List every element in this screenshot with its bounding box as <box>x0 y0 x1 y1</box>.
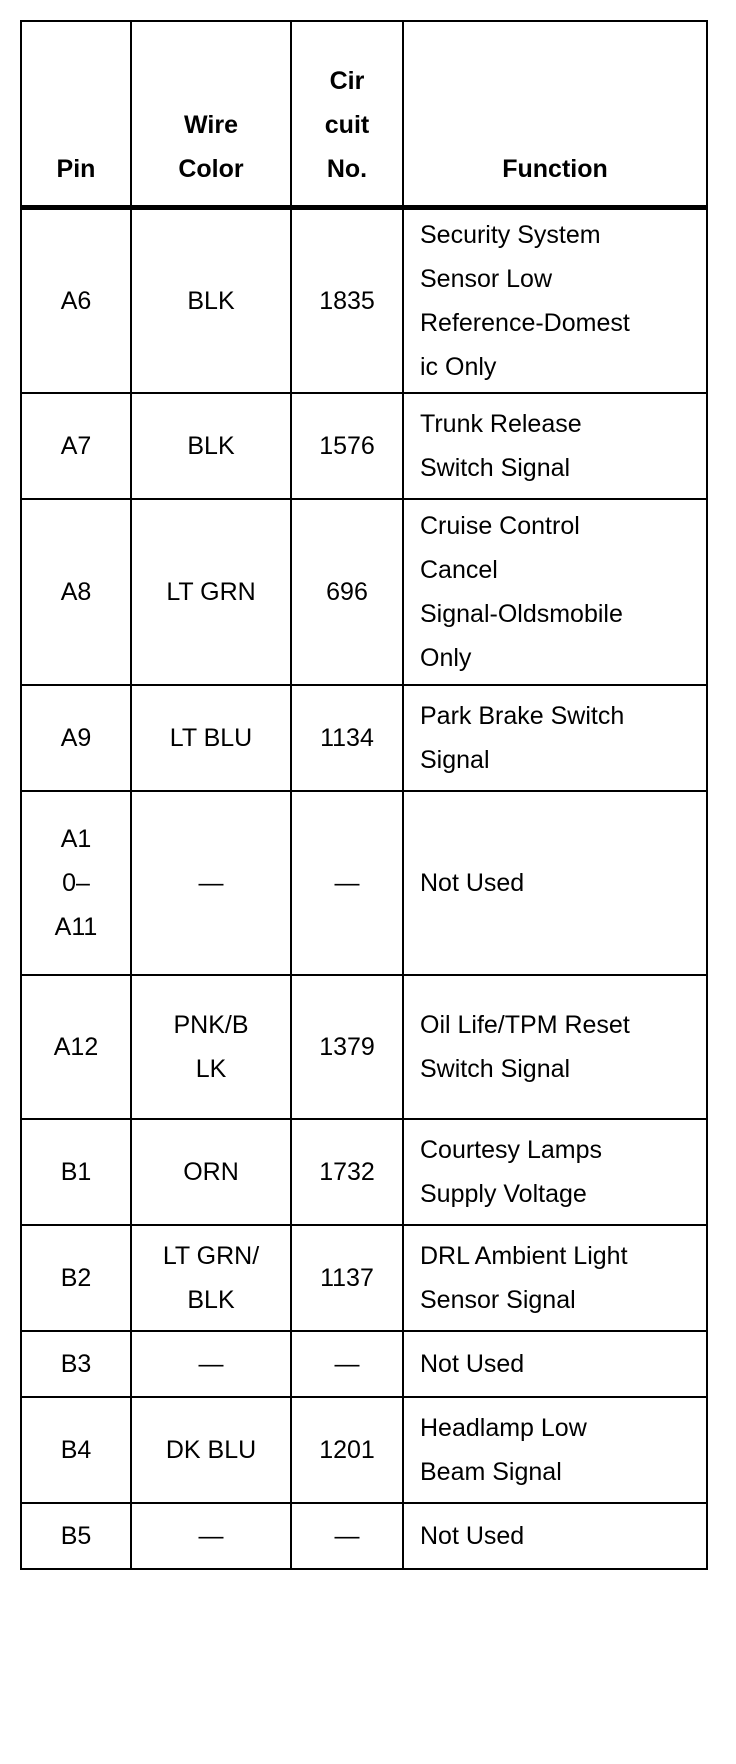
pin-cell: B4 <box>21 1397 131 1503</box>
wire-color-cell: LT GRN/ BLK <box>131 1225 291 1331</box>
function-cell: Headlamp Low Beam Signal <box>403 1397 707 1503</box>
function-cell: Not Used <box>403 791 707 975</box>
pin-cell: A8 <box>21 499 131 685</box>
wire-color-cell: — <box>131 1503 291 1569</box>
circuit-number-cell: — <box>291 791 403 975</box>
pin-cell: B3 <box>21 1331 131 1397</box>
function-cell: Park Brake Switch Signal <box>403 685 707 791</box>
pin-cell: A7 <box>21 393 131 499</box>
table-row <box>21 791 707 975</box>
wire-color-cell: ORN <box>131 1119 291 1225</box>
connector-pinout-table <box>20 20 708 1570</box>
header-pin: Pin <box>21 21 131 207</box>
table-row <box>21 975 707 1119</box>
function-cell: Cruise Control Cancel Signal-Oldsmobile Only <box>403 499 707 685</box>
function-cell: Oil Life/TPM Reset Switch Signal <box>403 975 707 1119</box>
table-row <box>21 685 707 791</box>
pin-cell: B2 <box>21 1225 131 1331</box>
function-cell: Courtesy Lamps Supply Voltage <box>403 1119 707 1225</box>
table-row <box>21 499 707 685</box>
table-row <box>21 1503 707 1569</box>
table-row <box>21 207 707 393</box>
pin-cell: B5 <box>21 1503 131 1569</box>
function-cell: Trunk Release Switch Signal <box>403 393 707 499</box>
header-wire-color: Wire Color <box>131 21 291 207</box>
circuit-number-cell: 696 <box>291 499 403 685</box>
wire-color-cell: BLK <box>131 207 291 393</box>
circuit-number-cell: 1134 <box>291 685 403 791</box>
circuit-number-cell: — <box>291 1503 403 1569</box>
wire-color-cell: — <box>131 791 291 975</box>
header-function: Function <box>403 21 707 207</box>
header-row <box>21 21 707 207</box>
wire-color-cell: BLK <box>131 393 291 499</box>
table-row <box>21 393 707 499</box>
table-row <box>21 1119 707 1225</box>
pin-cell: A1 0– A11 <box>21 791 131 975</box>
function-cell: Security System Sensor Low Reference-Domest ic Only <box>403 207 707 393</box>
table-row <box>21 1331 707 1397</box>
wire-color-cell: PNK/B LK <box>131 975 291 1119</box>
pin-cell: A12 <box>21 975 131 1119</box>
header-circuit-no: Cir cuit No. <box>291 21 403 207</box>
wire-color-cell: LT GRN <box>131 499 291 685</box>
circuit-number-cell: 1576 <box>291 393 403 499</box>
wire-color-cell: LT BLU <box>131 685 291 791</box>
table-header <box>21 21 707 207</box>
wire-color-cell: — <box>131 1331 291 1397</box>
circuit-number-cell: 1732 <box>291 1119 403 1225</box>
function-cell: Not Used <box>403 1503 707 1569</box>
pin-cell: A9 <box>21 685 131 791</box>
function-cell: Not Used <box>403 1331 707 1397</box>
table-body <box>21 207 707 1569</box>
table-row <box>21 1397 707 1503</box>
function-cell: DRL Ambient Light Sensor Signal <box>403 1225 707 1331</box>
pin-cell: B1 <box>21 1119 131 1225</box>
circuit-number-cell: 1137 <box>291 1225 403 1331</box>
circuit-number-cell: 1201 <box>291 1397 403 1503</box>
table-row <box>21 1225 707 1331</box>
wire-color-cell: DK BLU <box>131 1397 291 1503</box>
circuit-number-cell: — <box>291 1331 403 1397</box>
circuit-number-cell: 1835 <box>291 207 403 393</box>
pin-cell: A6 <box>21 207 131 393</box>
circuit-number-cell: 1379 <box>291 975 403 1119</box>
